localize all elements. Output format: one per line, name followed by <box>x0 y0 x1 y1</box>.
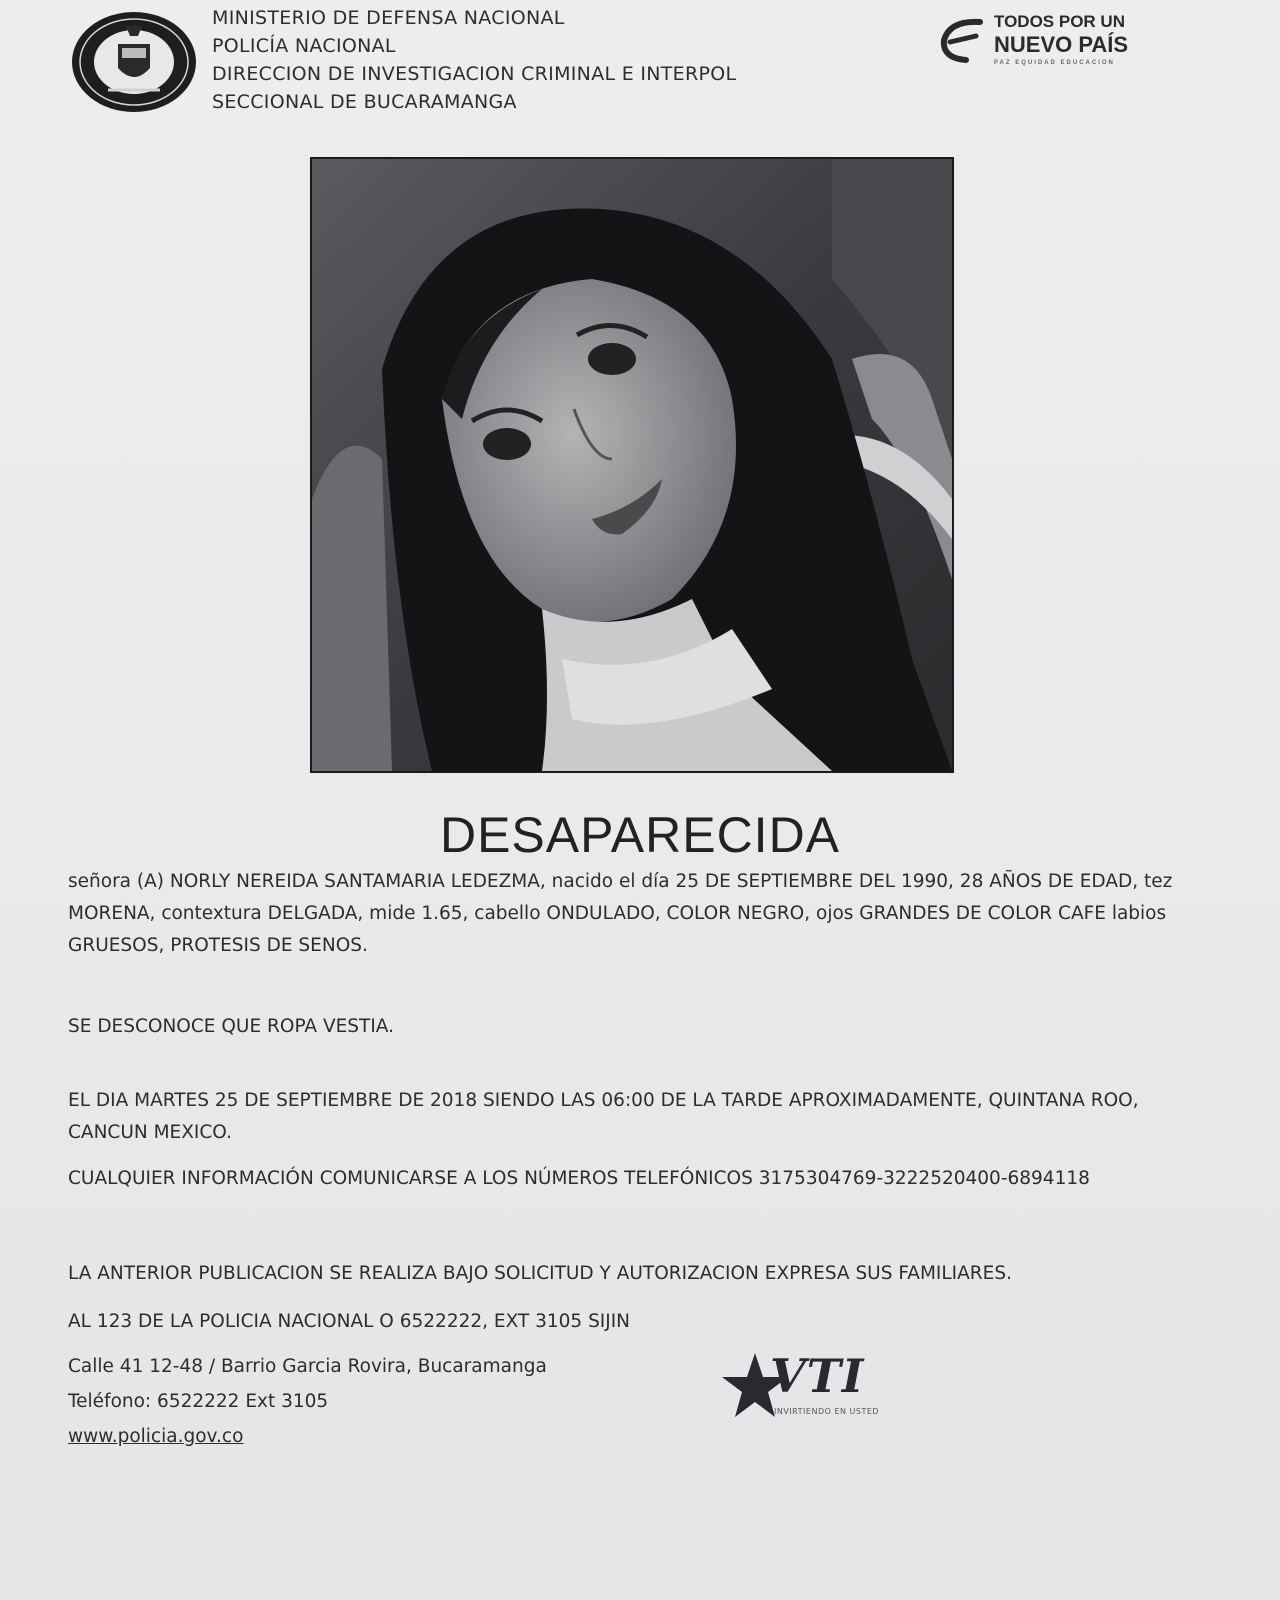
portrait-illustration <box>312 159 952 771</box>
brand-line-1: TODOS POR UN <box>994 12 1125 31</box>
header-line-direction: DIRECCION DE INVESTIGACION CRIMINAL E INTERPOL <box>212 63 737 85</box>
brand-logo-icon <box>936 14 990 68</box>
brand-tagline: PAZ EQUIDAD EDUCACION <box>994 60 1115 66</box>
clothing-note: SE DESCONOCE QUE ROPA VESTIA. <box>68 1016 395 1037</box>
website-link[interactable]: www.policia.gov.co <box>68 1426 244 1447</box>
last-seen-info: EL DIA MARTES 25 DE SEPTIEMBRE DE 2018 SIENDO LAS 06:00 DE LA TARDE APROXIMADAMENTE, QUINTANA ROO, CANCUN MEXICO. <box>68 1090 1139 1143</box>
header-line-ministry: MINISTERIO DE DEFENSA NACIONAL <box>212 7 565 29</box>
vti-logo-text: VTI <box>770 1349 865 1403</box>
header-line-section: SECCIONAL DE BUCARAMANGA <box>212 91 517 113</box>
police-contact-line: AL 123 DE LA POLICIA NACIONAL O 6522222, EXT 3105 SIJIN <box>68 1311 631 1332</box>
footer-phone: Teléfono: 6522222 Ext 3105 <box>68 1391 329 1412</box>
vti-logo <box>720 1345 920 1435</box>
footer-address: Calle 41 12-48 / Barrio Garcia Rovira, Bucaramanga <box>68 1356 547 1377</box>
footer-contact <box>68 1349 1198 1454</box>
authorization-note: LA ANTERIOR PUBLICACION SE REALIZA BAJO SOLICITUD Y AUTORIZACION EXPRESA SUS FAMILIARES. <box>68 1263 1012 1284</box>
header-institution <box>212 4 736 116</box>
police-seal-icon <box>68 8 200 116</box>
person-description: señora (A) NORLY NEREIDA SANTAMARIA LEDEZMA, nacido el día 25 DE SEPTIEMBRE DEL 1990, 28 AÑOS DE EDAD, tez MORENA, contextura DELGADA, mide 1.65, cabello ONDULADO, COLOR NEGRO, ojos GRANDES DE COLOR CAFE labios GRUESOS, PROTESIS DE SENOS. <box>68 871 1173 956</box>
header-line-police: POLICÍA NACIONAL <box>212 35 396 57</box>
vti-tagline: INVIRTIENDO EN USTED <box>774 1407 880 1416</box>
brand-line-2: NUEVO PAÍS <box>994 32 1129 57</box>
government-brand <box>936 10 1136 74</box>
poster-title: DESAPARECIDA <box>439 807 841 863</box>
contact-info: CUALQUIER INFORMACIÓN COMUNICARSE A LOS NÚMEROS TELEFÓNICOS 3175304769-3222520400-6894118 <box>68 1168 1090 1189</box>
missing-person-photo <box>310 157 954 773</box>
